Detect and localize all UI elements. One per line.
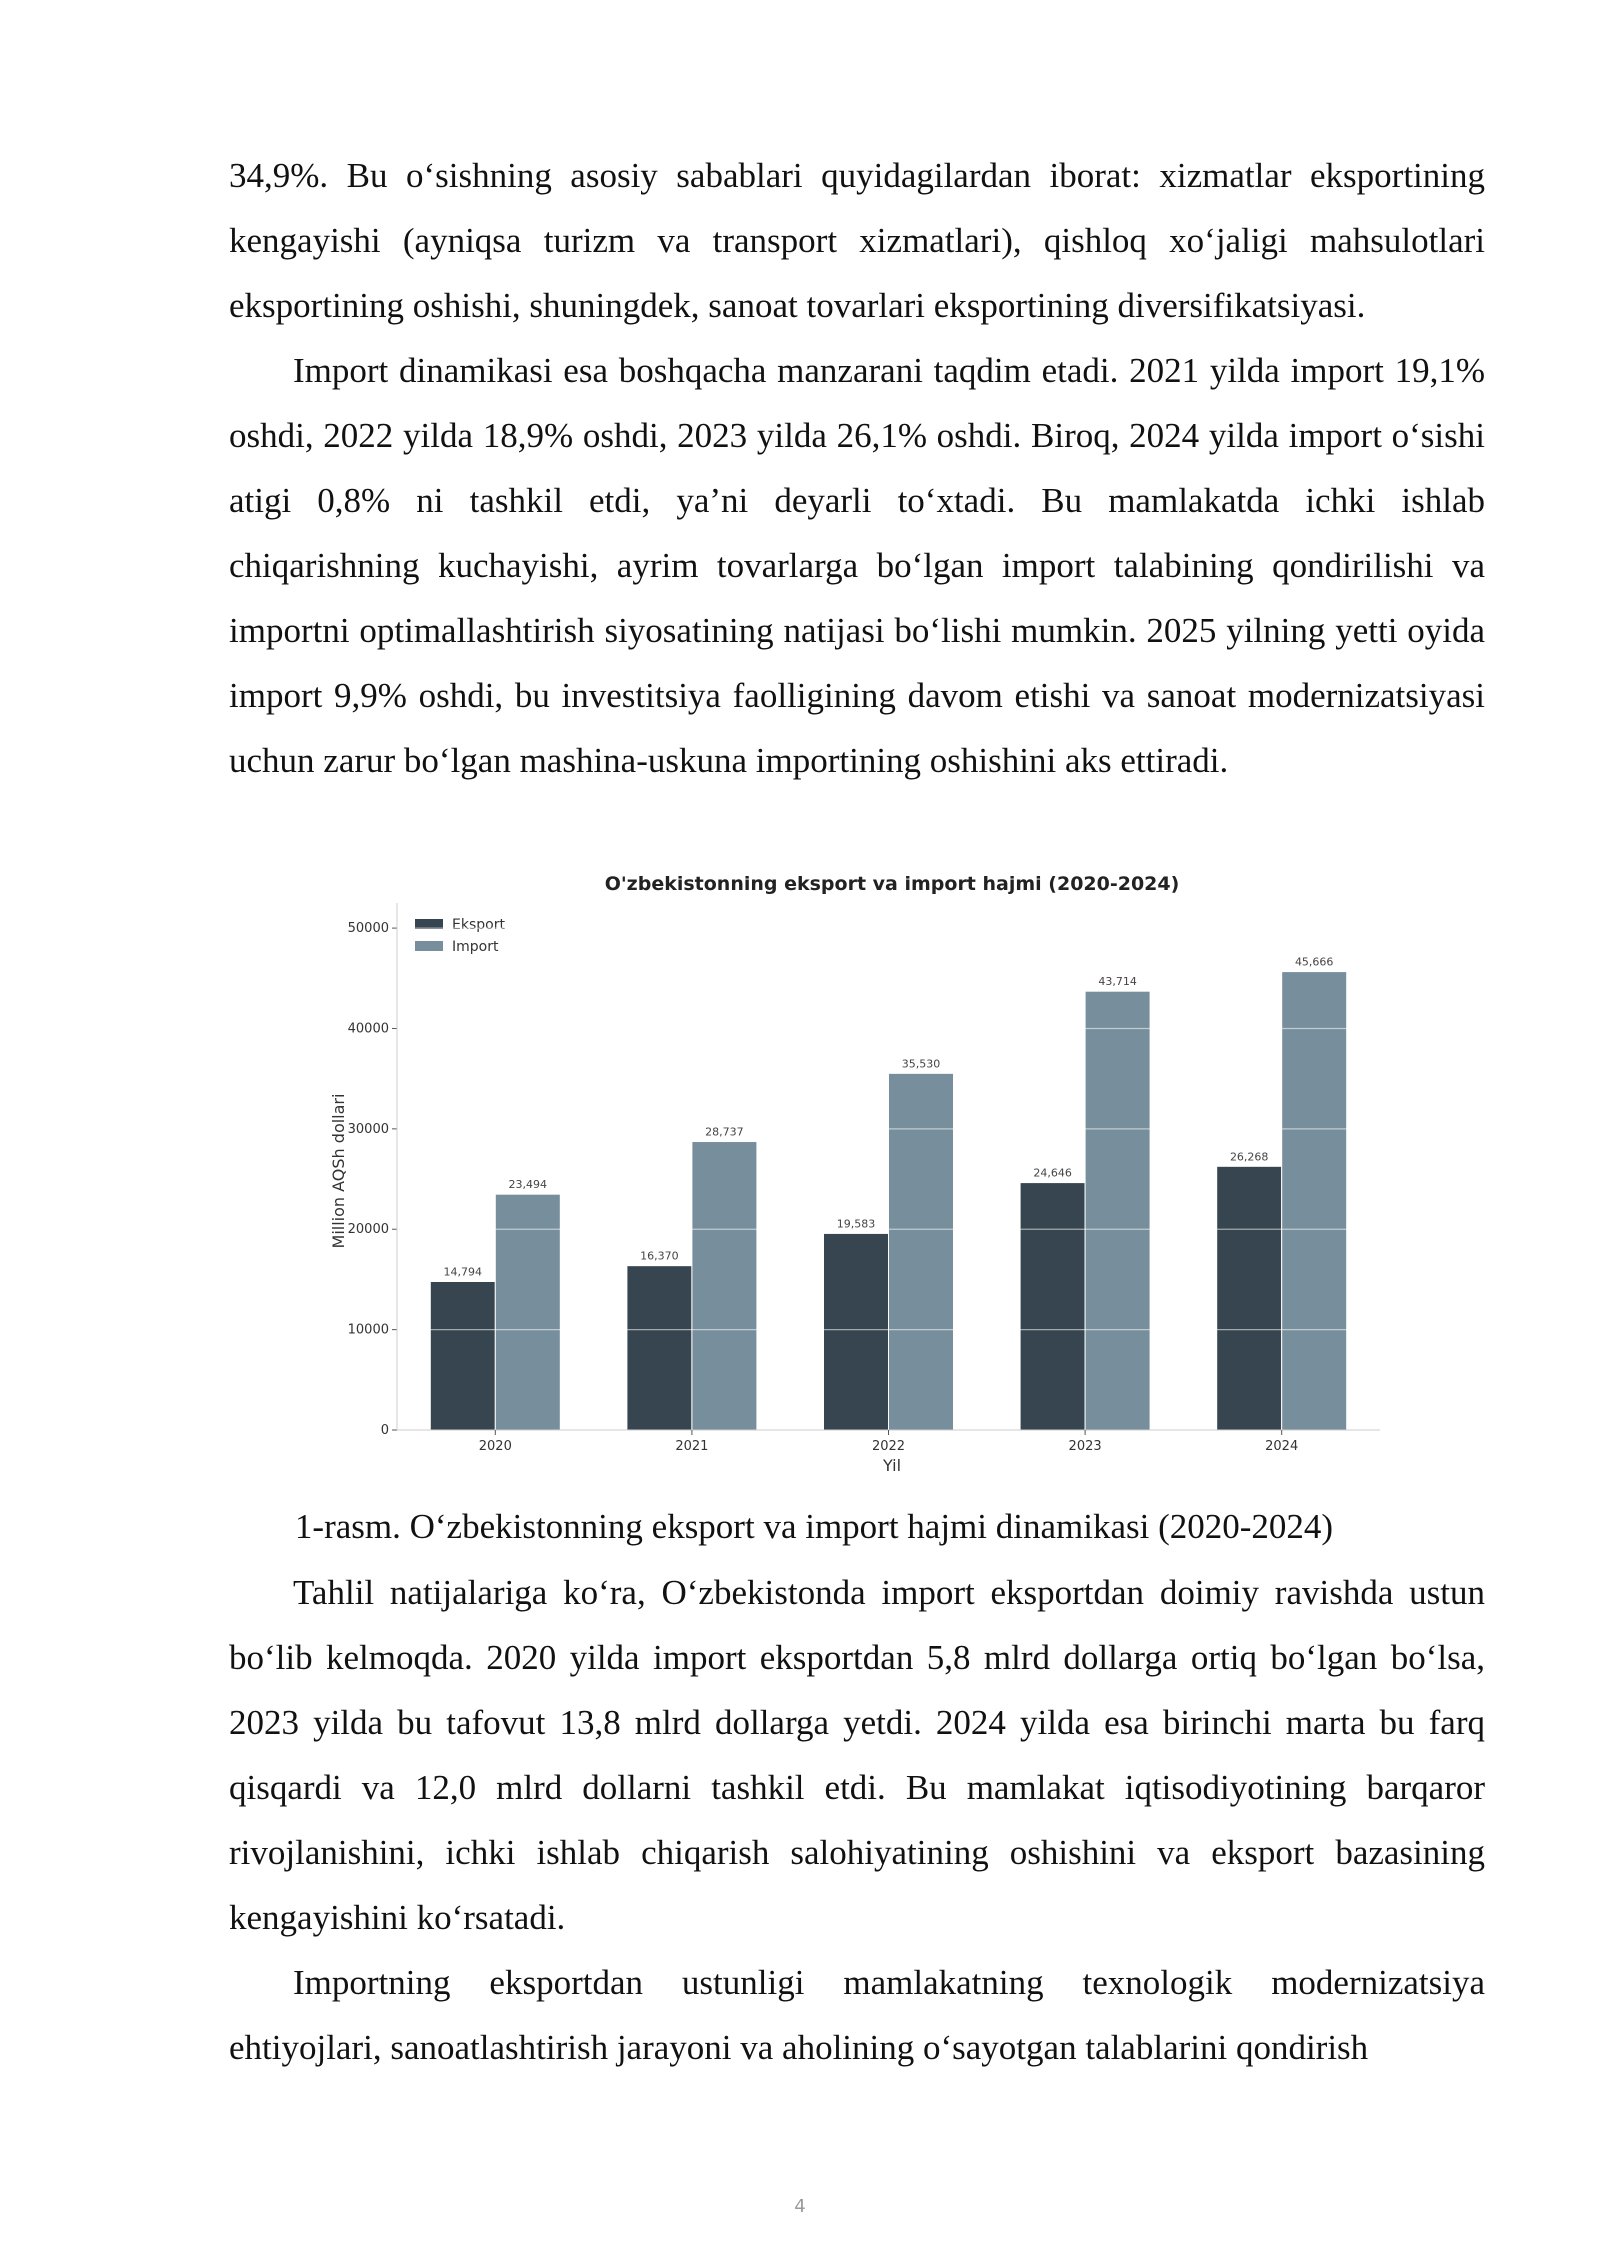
data-label: 45,666 (1294, 955, 1334, 969)
bar-import (889, 1073, 954, 1430)
data-label: 14,794 (443, 1265, 483, 1279)
y-tick-label: 20000 (347, 1222, 389, 1238)
bar-eksport (627, 1266, 692, 1430)
bar-eksport (1020, 1183, 1085, 1430)
chart-title: O'zbekistonning eksport va import hajmi (2020-2024) (604, 873, 1180, 895)
figure-caption (0, 1494, 1600, 1559)
x-tick-label: 2022 (871, 1439, 906, 1454)
legend-label-import: Import (452, 939, 499, 955)
caption-text: 1-rasm. O‘zbekistonning eksport va import hajmi dinamikasi (2020-2024) (294, 1507, 1334, 1546)
bar-import (692, 1142, 757, 1430)
body-text-top (229, 143, 1485, 793)
data-label: 16,370 (640, 1249, 679, 1263)
bar-chart (300, 858, 1400, 1478)
paragraph-4: Importning eksportdan ustunligi mamlakatning texnologik modernizatsiya ehtiyojlari, sanoatlashtirish jarayoni va aholining o‘sayotgan talablarini qondirish (229, 1963, 1485, 2067)
bar-eksport (430, 1281, 495, 1430)
x-tick-label: 2024 (1265, 1439, 1299, 1454)
x-tick-label: 2020 (478, 1439, 512, 1454)
y-tick-label: 50000 (347, 921, 389, 937)
data-label: 19,583 (836, 1217, 876, 1231)
y-axis-label: Million AQSh dollari (329, 1093, 348, 1249)
paragraph-1: 34,9%. Bu o‘sishning asosiy sabablari quyidagilardan iborat: xizmatlar eksportining kengayishi (ayniqsa turizm va transport xizmatlari), qishloq xo‘jaligi mahsulotlari eksportining oshishi, shuningdek, sanoat tovarlari eksportining diversifikatsiyasi. (229, 156, 1485, 325)
x-tick-label: 2021 (675, 1439, 709, 1454)
y-tick-label: 40000 (347, 1021, 389, 1037)
y-tick-label: 30000 (347, 1121, 389, 1137)
bar-import (1085, 991, 1150, 1430)
data-label: 23,494 (508, 1178, 548, 1192)
data-label: 43,714 (1098, 975, 1137, 989)
bar-import (1282, 972, 1347, 1430)
figure-chart (300, 858, 1400, 1478)
paragraph-2: Import dinamikasi esa boshqacha manzarani taqdim etadi. 2021 yilda import 19,1% oshdi, 2022 yilda 18,9% oshdi, 2023 yilda 26,1% oshdi. Biroq, 2024 yilda import o‘sishi atigi 0,8% ni tashkil etdi, ya’ni deyarli to‘xtadi. Bu mamlakatda ichki ishlab chiqarishning kuchayishi, ayrim tovarlarga bo‘lgan import talabining qondirilishi va importni optimallashtirish siyosatining natijasi bo‘lishi mumkin. 2025 yilning yetti oyida import 9,9% oshdi, bu investitsiya faolligining davom etishi va sanoat modernizatsiyasi uchun zarur bo‘lgan mashina-uskuna importining oshishini aks ettiradi. (229, 351, 1485, 780)
data-label: 26,268 (1229, 1150, 1269, 1164)
legend-label-eksport: Eksport (452, 917, 505, 933)
bar-eksport (824, 1233, 889, 1430)
x-axis-label: Yil (882, 1456, 902, 1475)
x-tick-label: 2023 (1068, 1439, 1102, 1454)
chart-legend (415, 917, 505, 955)
page-number: 4 (794, 2196, 806, 2217)
bar-eksport (1217, 1166, 1282, 1430)
y-tick-label: 10000 (347, 1322, 389, 1338)
y-tick-label: 0 (380, 1423, 389, 1438)
data-label: 24,646 (1033, 1166, 1072, 1180)
data-label: 28,737 (705, 1125, 744, 1139)
paragraph-3: Tahlil natijalariga ko‘ra, O‘zbekistonda import eksportdan doimiy ravishda ustun bo‘lib kelmoqda. 2020 yilda import eksportdan 5,8 mlrd dollarga ortiq bo‘lgan bo‘lsa, 2023 yilda bu tafovut 13,8 mlrd dollarga yetdi. 2024 yilda esa birinchi marta bu farq qisqardi va 12,0 mlrd dollarni tashkil etdi. Bu mamlakat iqtisodiyotining barqaror rivojlanishini, ichki ishlab chiqarish salohiyatining oshishini va eksport bazasining kengayishini ko‘rsatadi. (229, 1573, 1485, 1937)
body-text-bottom (229, 1560, 1485, 2080)
legend-swatch-import (415, 941, 443, 951)
data-label: 35,530 (901, 1057, 941, 1071)
